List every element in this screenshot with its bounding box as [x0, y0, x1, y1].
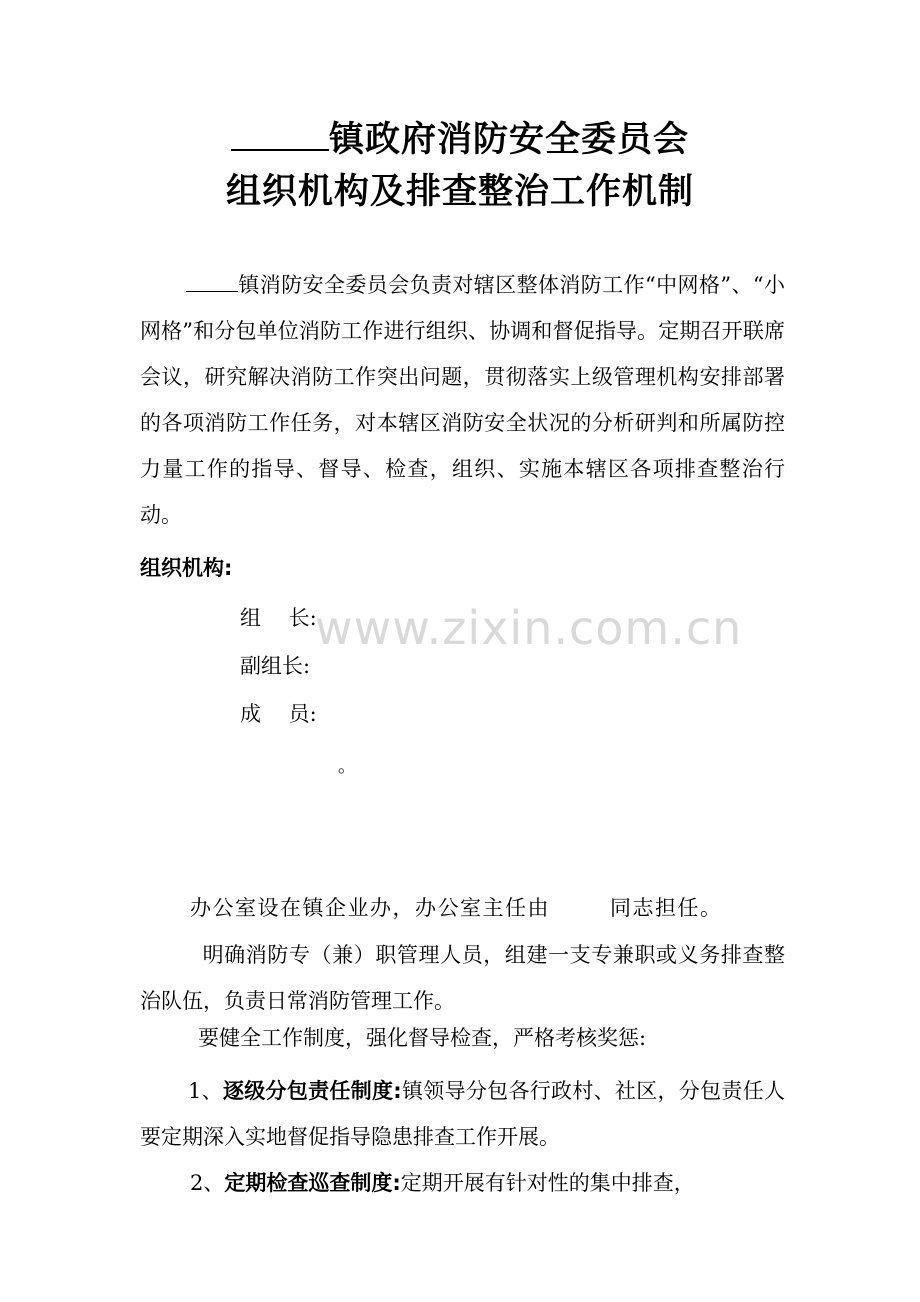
- title-text-1: 镇政府消防安全委员会: [328, 120, 689, 160]
- item-2-text: 定期开展有针对性的集中排查，: [400, 1171, 695, 1195]
- intro-text: 镇消防安全委员会负责对辖区整体消防工作“中网格”、“小网格”和分包单位消防工作进行组织、协调和督促指导。定期召开联席会议，研究解决消防工作突出问题，贯彻落实上级管理机构安排部署的各项消防工作任务，对本辖区消防安全状况的分析研判和所属防控力量工作的指导、督导、检查，组织、实施本辖区各项排查整治行动。: [140, 273, 785, 527]
- members-label: 成 员:: [240, 702, 317, 726]
- staff-paragraph: [140, 932, 785, 1024]
- item-1-paragraph: [140, 1068, 785, 1160]
- office-text-1: 办公室设在镇企业办，办公室主任由: [190, 896, 550, 920]
- staff-text: 明确消防专（兼）职管理人员，组建一支专兼职或义务排查整治队伍，负责日常消防管理工作。: [140, 943, 785, 1013]
- item-1-number: 1、: [188, 1079, 223, 1103]
- requirement-line: 要健全工作制度，强化督导检查，严格考核奖惩:: [198, 1026, 647, 1050]
- intro-blank: [186, 267, 238, 292]
- item-1-title: 逐级分包责任制度:: [222, 1079, 402, 1103]
- deputy-leader-label: 副组长:: [240, 654, 311, 678]
- title-blank: [231, 121, 329, 151]
- item-2-paragraph: [140, 1160, 785, 1206]
- title-line-1: [0, 112, 920, 162]
- leader-label: 组 长:: [240, 606, 317, 630]
- office-text-2: 同志担任。: [610, 896, 723, 920]
- watermark: www.zixin.com.cn: [315, 601, 743, 655]
- office-line: [190, 892, 723, 922]
- period-mark: 。: [338, 756, 356, 777]
- intro-paragraph: [140, 262, 785, 538]
- item-2-number: 2、: [190, 1171, 225, 1195]
- item-2-title: 定期检查巡查制度:: [224, 1171, 401, 1195]
- org-heading: 组织机构:: [140, 556, 233, 580]
- title-line-2: 组织机构及排查整治工作机制: [225, 172, 694, 212]
- item-1-text: 镇领导分包各行政村、社区，分包责任人要定期深入实地督促指导隐患排查工作开展。: [140, 1079, 785, 1149]
